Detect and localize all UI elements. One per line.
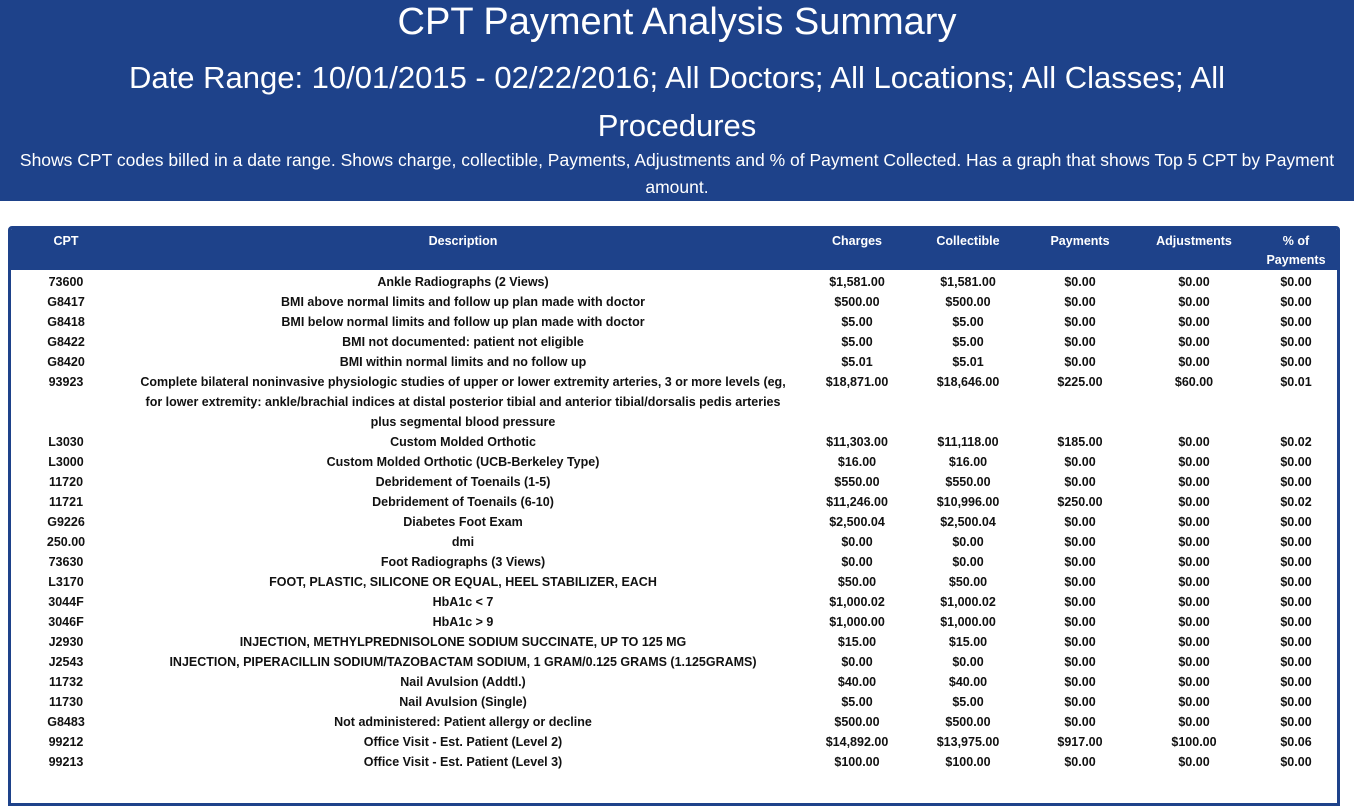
adjustments-cell: $0.00 [1178,275,1210,289]
payments-cell: $0.00 [1064,715,1096,729]
payments-cell: $0.00 [1064,655,1096,669]
percent-payments-cell: $0.00 [1280,755,1312,769]
collectible-cell: $10,996.00 [936,495,1000,509]
table-row [8,752,1340,772]
payments-cell: $250.00 [1057,495,1103,509]
table-row [8,732,1340,752]
percent-payments-cell: $0.06 [1280,735,1312,749]
payments-cell: $0.00 [1064,295,1096,309]
report-description: Shows CPT codes billed in a date range. Shows charge, collectible, Payments, Adjustments and % of Payment Collected. Has a graph that shows Top 5 CPT by Payment amount. [19,150,1335,197]
cpt-code-cell: J2930 [48,635,84,649]
payments-cell: $0.00 [1064,535,1096,549]
description-cell: INJECTION, PIPERACILLIN SODIUM/TAZOBACTAM SODIUM, 1 GRAM/0.125 GRAMS (1.125GRAMS) [169,655,757,669]
cpt-code-cell: L3170 [48,575,84,589]
collectible-cell: $0.00 [952,555,984,569]
percent-payments-cell: $0.00 [1280,675,1312,689]
report-header [0,0,1354,201]
description-cell: Office Visit - Est. Patient (Level 2) [363,735,563,749]
payments-cell: $0.00 [1064,615,1096,629]
cpt-code-cell: G8417 [47,295,85,309]
table-row [8,332,1340,352]
cpt-code-cell: 11721 [48,495,84,509]
percent-payments-cell: $0.00 [1280,275,1312,289]
cpt-code-cell: L3030 [48,435,84,449]
column-header-charges[interactable]: Charges [802,226,912,270]
charges-cell: $0.00 [841,535,873,549]
adjustments-cell: $0.00 [1178,715,1210,729]
payments-cell: $225.00 [1057,375,1103,389]
collectible-cell: $5.00 [952,335,984,349]
charges-cell: $500.00 [834,295,880,309]
payments-cell: $0.00 [1064,515,1096,529]
cpt-code-cell: 11730 [48,695,84,709]
collectible-cell: $11,118.00 [937,435,999,449]
percent-payments-cell: $0.00 [1280,635,1312,649]
cpt-code-cell: 11732 [48,675,84,689]
payments-cell: $0.00 [1064,475,1096,489]
description-cell: Debridement of Toenails (6-10) [372,495,554,509]
column-header-cpt[interactable]: CPT [8,226,124,270]
payments-cell: $0.00 [1064,335,1096,349]
cpt-code-cell: G9226 [47,515,85,529]
table-row [8,312,1340,332]
charges-cell: $5.00 [841,315,873,329]
table-row [8,572,1340,592]
adjustments-cell: $0.00 [1178,575,1210,589]
collectible-cell: $1,000.00 [940,615,996,629]
collectible-cell: $1,000.02 [940,595,996,609]
description-cell: Nail Avulsion (Single) [399,695,527,709]
payments-cell: $0.00 [1064,455,1096,469]
payments-cell: $0.00 [1064,275,1096,289]
percent-payments-cell: $0.00 [1280,295,1312,309]
charges-cell: $5.00 [841,335,873,349]
charges-cell: $1,581.00 [829,275,885,289]
cpt-code-cell: G8420 [47,355,85,369]
cpt-code-cell: 250.00 [46,535,86,549]
percent-payments-cell: $0.00 [1280,555,1312,569]
charges-cell: $5.01 [841,355,873,369]
cpt-code-cell: G8422 [47,335,85,349]
table-row [8,612,1340,632]
description-cell: Ankle Radiographs (2 Views) [377,275,549,289]
description-cell: Foot Radiographs (3 Views) [380,555,546,569]
percent-payments-cell: $0.00 [1280,575,1312,589]
adjustments-cell: $0.00 [1178,555,1210,569]
table-row [8,292,1340,312]
charges-cell: $40.00 [837,675,877,689]
cpt-code-cell: 73630 [48,555,84,569]
collectible-cell: $550.00 [945,475,991,489]
payments-cell: $185.00 [1057,435,1103,449]
percent-payments-cell: $0.00 [1280,595,1312,609]
adjustments-cell: $0.00 [1178,335,1210,349]
adjustments-cell: $0.00 [1178,435,1210,449]
payments-cell: $917.00 [1057,735,1103,749]
adjustments-cell: $0.00 [1178,655,1210,669]
cpt-code-cell: 99212 [48,735,84,749]
description-cell: HbA1c > 9 [432,615,494,629]
adjustments-cell: $60.00 [1174,375,1214,389]
percent-payments-cell: $0.00 [1280,475,1312,489]
table-row [8,492,1340,512]
adjustments-cell: $0.00 [1178,455,1210,469]
cpt-code-cell: 73600 [48,275,84,289]
description-cell: HbA1c < 7 [432,595,494,609]
collectible-cell: $18,646.00 [936,375,1000,389]
collectible-cell: $1,581.00 [940,275,996,289]
column-header-payments[interactable]: Payments [1024,226,1136,270]
payments-cell: $0.00 [1064,695,1096,709]
payments-cell: $0.00 [1064,635,1096,649]
table-row [8,452,1340,472]
collectible-cell: $0.00 [952,535,984,549]
percent-payments-cell: $0.00 [1280,695,1312,709]
percent-payments-cell: $0.00 [1280,315,1312,329]
collectible-cell: $500.00 [945,715,991,729]
payments-cell: $0.00 [1064,675,1096,689]
page-title: CPT Payment Analysis Summary [397,1,957,43]
description-cell: BMI within normal limits and no follow up [339,355,587,369]
collectible-cell: $40.00 [948,675,988,689]
cpt-code-cell: 99213 [48,755,84,769]
charges-cell: $500.00 [834,715,880,729]
charges-cell: $16.00 [837,455,877,469]
table-row [8,672,1340,692]
percent-payments-cell: $0.00 [1280,455,1312,469]
collectible-cell: $2,500.04 [940,515,996,529]
report-filters-subtitle: Date Range: 10/01/2015 - 02/22/2016; All Doctors; All Locations; All Classes; All Procedures [129,60,1225,143]
charges-cell: $0.00 [841,555,873,569]
payments-cell: $0.00 [1064,315,1096,329]
collectible-cell: $50.00 [948,575,988,589]
description-cell: BMI not documented: patient not eligible [342,335,584,349]
cpt-table-container [8,226,1340,806]
payments-cell: $0.00 [1064,755,1096,769]
payments-cell: $0.00 [1064,575,1096,589]
charges-cell: $14,892.00 [825,735,889,749]
table-row [8,352,1340,372]
cpt-code-cell: 3044F [48,595,84,609]
charges-cell: $18,871.00 [825,375,889,389]
description-cell: Diabetes Foot Exam [403,515,523,529]
cpt-code-cell: J2543 [48,655,84,669]
adjustments-cell: $100.00 [1171,735,1217,749]
payments-cell: $0.00 [1064,595,1096,609]
table-row [8,372,1340,432]
charges-cell: $5.00 [841,695,873,709]
description-cell: Custom Molded Orthotic [390,435,536,449]
payments-cell: $0.00 [1064,555,1096,569]
table-row [8,712,1340,732]
adjustments-cell: $0.00 [1178,495,1210,509]
percent-payments-cell: $0.00 [1280,655,1312,669]
charges-cell: $2,500.04 [829,515,885,529]
charges-cell: $100.00 [834,755,880,769]
cpt-code-cell: 93923 [48,375,84,389]
adjustments-cell: $0.00 [1178,595,1210,609]
adjustments-cell: $0.00 [1178,615,1210,629]
table-row [8,270,1340,292]
percent-payments-cell: $0.00 [1280,535,1312,549]
adjustments-cell: $0.00 [1178,635,1210,649]
collectible-cell: $500.00 [945,295,991,309]
collectible-cell: $16.00 [948,455,988,469]
description-cell: INJECTION, METHYLPREDNISOLONE SODIUM SUCCINATE, UP TO 125 MG [239,635,687,649]
collectible-cell: $0.00 [952,655,984,669]
charges-cell: $550.00 [834,475,880,489]
table-header-row [8,226,1340,270]
charges-cell: $0.00 [841,655,873,669]
column-header-description[interactable]: Description [124,226,802,270]
description-cell: dmi [451,535,475,549]
percent-payments-cell: $0.02 [1280,495,1312,509]
adjustments-cell: $0.00 [1178,535,1210,549]
column-header-percent-payments[interactable]: % of Payments [1252,226,1340,270]
charges-cell: $1,000.02 [829,595,885,609]
table-row [8,692,1340,712]
payments-cell: $0.00 [1064,355,1096,369]
adjustments-cell: $0.00 [1178,515,1210,529]
table-row [8,632,1340,652]
charges-cell: $1,000.00 [829,615,885,629]
table-row [8,592,1340,612]
description-cell: FOOT, PLASTIC, SILICONE OR EQUAL, HEEL STABILIZER, EACH [269,575,657,589]
table-row [8,472,1340,492]
description-cell: BMI below normal limits and follow up plan made with doctor [281,315,645,329]
description-cell: BMI above normal limits and follow up plan made with doctor [281,295,645,309]
table-row [8,532,1340,552]
cpt-code-cell: 11720 [48,475,84,489]
collectible-cell: $15.00 [948,635,988,649]
table-row [8,552,1340,572]
adjustments-cell: $0.00 [1178,475,1210,489]
description-cell: Debridement of Toenails (1-5) [375,475,551,489]
adjustments-cell: $0.00 [1178,755,1210,769]
adjustments-cell: $0.00 [1178,355,1210,369]
table-row [8,432,1340,452]
adjustments-cell: $0.00 [1178,675,1210,689]
description-cell: Nail Avulsion (Addtl.) [400,675,526,689]
percent-payments-cell: $0.00 [1280,515,1312,529]
percent-payments-cell: $0.00 [1280,355,1312,369]
collectible-cell: $5.00 [952,695,984,709]
cpt-code-cell: G8418 [47,315,85,329]
collectible-cell: $5.00 [952,315,984,329]
charges-cell: $11,246.00 [826,495,888,509]
adjustments-cell: $0.00 [1178,315,1210,329]
cpt-code-cell: 3046F [48,615,84,629]
column-header-collectible[interactable]: Collectible [912,226,1024,270]
charges-cell: $11,303.00 [826,435,888,449]
collectible-cell: $5.01 [952,355,984,369]
percent-payments-cell: $0.00 [1280,715,1312,729]
description-cell: Not administered: Patient allergy or decline [334,715,592,729]
description-cell: Complete bilateral noninvasive physiologic studies of upper or lower extremity arteries, 3 or more levels (eg, for lower extremity: ankle/brachial indices at distal posterior tibial and anterior tibial/dorsalis pedis arteries plus segmental blood pressure [140,375,786,429]
adjustments-cell: $0.00 [1178,295,1210,309]
cpt-code-cell: G8483 [47,715,85,729]
table-body [8,270,1340,772]
charges-cell: $50.00 [837,575,877,589]
percent-payments-cell: $0.00 [1280,335,1312,349]
description-cell: Office Visit - Est. Patient (Level 3) [363,755,563,769]
collectible-cell: $100.00 [945,755,991,769]
percent-payments-cell: $0.01 [1280,375,1312,389]
charges-cell: $15.00 [837,635,877,649]
description-cell: Custom Molded Orthotic (UCB-Berkeley Type) [326,455,600,469]
column-header-adjustments[interactable]: Adjustments [1136,226,1252,270]
cpt-payment-table [8,226,1340,772]
table-row [8,652,1340,672]
adjustments-cell: $0.00 [1178,695,1210,709]
collectible-cell: $13,975.00 [936,735,1000,749]
percent-payments-cell: $0.02 [1280,435,1312,449]
cpt-code-cell: L3000 [48,455,84,469]
table-row [8,512,1340,532]
percent-payments-cell: $0.00 [1280,615,1312,629]
